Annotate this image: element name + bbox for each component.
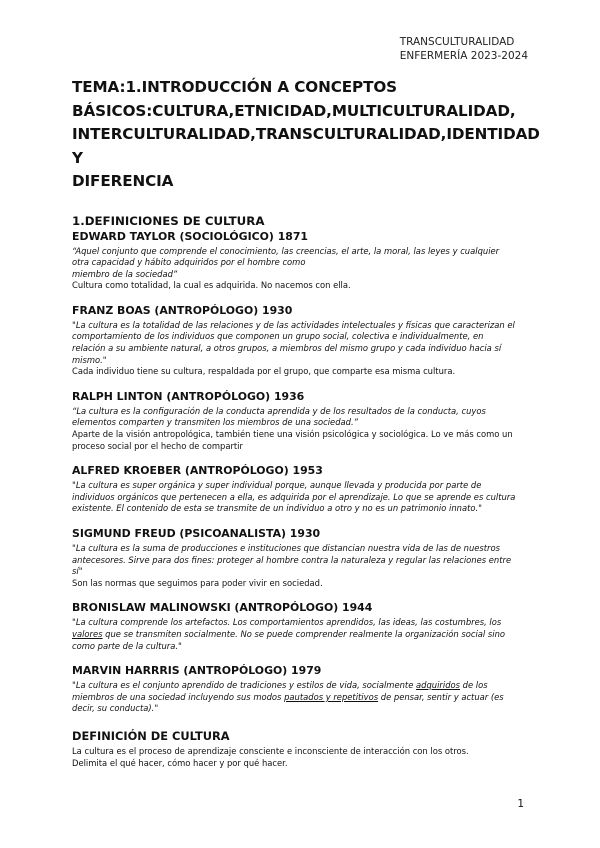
author-heading: ALFRED KROEBER (ANTROPÓLOGO) 1953: [72, 464, 323, 478]
author-heading: SIGMUND FREUD (PSICOANALISTA) 1930: [72, 527, 321, 540]
note-text: Aparte de la visión antropológica, también tiene una visión psicológica y sociológica. Lo ve más como un proceso social por el hecho de compartir: [72, 429, 513, 451]
title-line: BÁSICOS:CULTURA,ETNICIDAD,MULTICULTURALIDAD,: [72, 101, 516, 120]
page-number: 1: [517, 798, 524, 810]
quote-text: "La cultura es el conjunto aprendido de tradiciones y estilos de vida, socialmente adquiridos de los miembros de una sociedad incluyendo sus modos pautados y repetitivos de pensar, sentir y actuar (es decir, su conducta).": [72, 680, 504, 714]
definition-entry-harris: [72, 664, 532, 715]
note-text: Son las normas que seguimos para poder vivir en sociedad.: [72, 577, 323, 588]
underlined-term: adquiridos: [416, 680, 461, 691]
quote-text: “La cultura es la configuración de la conducta aprendida y de los resultados de la conducta, cuyos elementos comparten y transmiten los miembros de una sociedad.”: [72, 405, 486, 428]
page-title: [72, 76, 540, 194]
author-heading: MARVIN HARRRIS (ANTROPÓLOGO) 1979: [72, 664, 322, 678]
underlined-term: valores: [72, 628, 103, 639]
definition-entry: [72, 390, 532, 452]
note-text: Cultura como totalidad, la cual es adquirida. No nacemos con ella.: [72, 280, 351, 291]
section-heading: 1.DEFINICIONES DE CULTURA: [72, 213, 265, 228]
quote-text: "La cultura es la totalidad de las relaciones y de las actividades intelectuales y físicas que caracterizan el comportamiento de los individuos que componen un grupo social, colectiva e individualmente, en relación a su ambiente natural, a otros grupos, a miembros del mismo grupo y cada individuo hacia sí mismo.": [72, 319, 515, 365]
title-line: DIFERENCIA: [72, 172, 174, 190]
definition-entry: [72, 304, 532, 378]
quote-text: “Aquel conjunto que comprende el conocimiento, las creencias, el arte, la moral, las leyes y cualquier otra capacidad y hábito adquiridos por el hombre como miembro de la sociedad”: [72, 245, 500, 279]
definitions-list: [72, 230, 532, 590]
definition-entry-malinowski: [72, 601, 532, 652]
title-line: TEMA:1.INTRODUCCIÓN A CONCEPTOS: [72, 78, 397, 96]
document-body: [72, 76, 540, 769]
underlined-term: pautados y repetitivos: [284, 691, 379, 702]
note-text: Cada individuo tiene su cultura, respaldada por el grupo, que comparte esa misma cultura.: [72, 366, 456, 377]
page-header: [400, 35, 528, 63]
definition-text: La cultura es el proceso de aprendizaje consciente e inconsciente de interacción con los otros. Delimita el qué hacer, cómo hacer y por qué hacer.: [72, 745, 469, 768]
quote-text: "La cultura es super orgánica y super individual porque, aunque llevada y producida por parte de individuos orgánicos que pertenecen a ella, es adquirida por el aprendizaje. Lo que se aprende es cultura existente. El contenido de esta se transmite de un individuo a otro y no es un patrimonio innato.": [72, 480, 516, 514]
author-heading: RALPH LINTON (ANTROPÓLOGO) 1936: [72, 389, 305, 403]
quote-text: "La cultura comprende los artefactos. Los comportamientos aprendidos, las ideas, las costumbres, los valores que se transmiten socialmente. No se puede comprender realmente la organización social sino como parte de la cultura.": [72, 617, 506, 651]
author-heading: FRANZ BOAS (ANTROPÓLOGO) 1930: [72, 303, 293, 317]
definition-entry: [72, 464, 532, 515]
author-heading: BRONISLAW MALINOWSKI (ANTROPÓLOGO) 1944: [72, 601, 373, 615]
title-line: INTERCULTURALIDAD,TRANSCULTURALIDAD,IDENTIDAD Y: [72, 125, 540, 167]
definition-entry: [72, 230, 532, 292]
quote-text: "La cultura es la suma de producciones e instituciones que distancian nuestra vida de las de nuestros antecesores. Sirve para dos fines: proteger al hombre contra la naturaleza y regular las relaciones entre sí": [72, 543, 512, 577]
header-course: TRANSCULTURALIDAD: [399, 36, 515, 48]
definition-entry: [72, 527, 532, 589]
author-heading: EDWARD TAYLOR (SOCIOLÓGICO) 1871: [72, 229, 309, 243]
header-program-year: ENFERMERÍA 2023-2024: [399, 50, 528, 62]
definition-heading: DEFINICIÓN DE CULTURA: [72, 728, 230, 743]
